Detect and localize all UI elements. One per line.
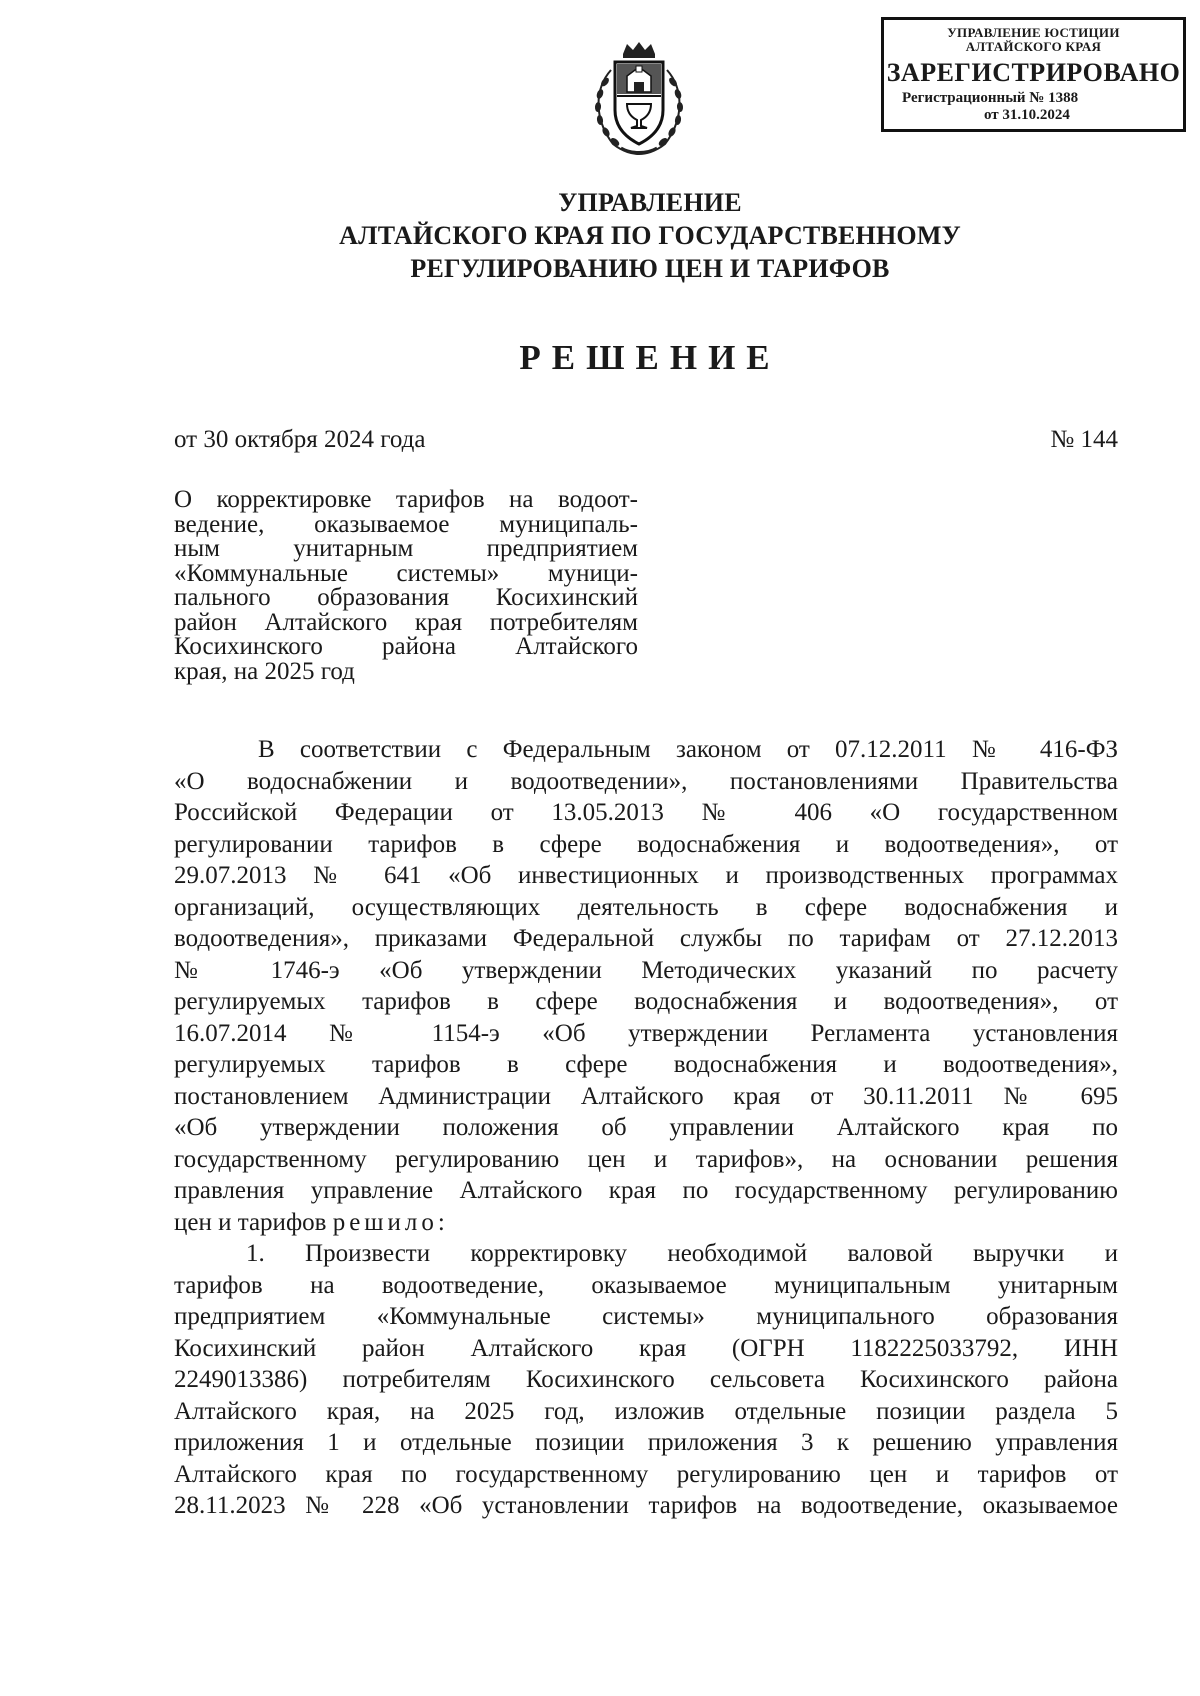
issuing-authority-header bbox=[200, 186, 1100, 285]
body-paragraph-1-line: В соответствии с Федеральным законом от 07.12.2011 № 416-ФЗ bbox=[258, 736, 1118, 763]
document-date: от 30 октября 2024 года bbox=[174, 426, 426, 453]
body-paragraph-1-line: государственному регулированию цен и тарифов», на основании решения bbox=[174, 1145, 1118, 1173]
document-body bbox=[174, 734, 1118, 1522]
body-paragraph-1-line: 29.07.2013 № 641 «Об инвестиционных и производственных программах bbox=[174, 862, 1118, 889]
subject-line: края, на 2025 год bbox=[174, 657, 355, 685]
body-paragraph-2-line: Алтайского края по государственному регулированию цен и тарифов от bbox=[174, 1460, 1118, 1488]
subject-line: пального образования Косихинский bbox=[174, 584, 638, 611]
body-paragraph-1-line: 16.07.2014 № 1154-э «Об утверждении Регламента установления bbox=[174, 1019, 1118, 1047]
document-type-title: РЕШЕНИЕ bbox=[519, 338, 781, 377]
subject-line: район Алтайского края потребителям bbox=[174, 608, 638, 636]
body-paragraph-2-line: 2249013386) потребителям Косихинского сельсовета Косихинского района bbox=[174, 1366, 1118, 1393]
registration-stamp bbox=[881, 17, 1186, 132]
body-paragraph-2-line: Косихинский район Алтайского края (ОГРН 1182225033792, ИНН bbox=[174, 1334, 1118, 1362]
body-paragraph-1-line: «О водоснабжении и водоотведении», постановлениями Правительства bbox=[174, 767, 1118, 795]
body-paragraph-2-line: Алтайского края, на 2025 год, изложив отдельные позиции раздела 5 bbox=[174, 1397, 1118, 1425]
subject-line: О корректировке тарифов на водоот- bbox=[174, 486, 638, 513]
document-number: № 144 bbox=[1050, 426, 1118, 453]
document-subject bbox=[174, 488, 638, 684]
altai-krai-coat-of-arms-icon bbox=[583, 40, 695, 158]
body-paragraph-2-line: приложения 1 и отдельные позиции приложения 3 к решению управления bbox=[174, 1429, 1118, 1456]
body-paragraph-1-line: № 1746-э «Об утверждении Методических указаний по расчету bbox=[174, 956, 1118, 984]
header-line-1: УПРАВЛЕНИЕ bbox=[558, 188, 742, 217]
subject-line: ведение, оказываемое муниципаль- bbox=[174, 510, 638, 538]
body-paragraph-2-line: 28.11.2023 № 228 «Об установлении тарифов на водоотведение, оказываемое bbox=[174, 1492, 1118, 1519]
body-paragraph-1-line: правления управление Алтайского края по государственному регулированию bbox=[174, 1177, 1118, 1204]
stamp-status: ЗАРЕГИСТРИРОВАНО bbox=[886, 58, 1181, 87]
body-paragraph-1-line: «Об утверждении положения об управлении Алтайского края по bbox=[174, 1114, 1118, 1141]
stamp-authority-line2: АЛТАЙСКОГО КРАЯ bbox=[965, 39, 1102, 54]
header-line-3: РЕГУЛИРОВАНИЮ ЦЕН И ТАРИФОВ bbox=[410, 254, 890, 283]
body-paragraph-1-final-line bbox=[174, 1207, 1118, 1239]
body-paragraph-1-line: регулируемых тарифов в сфере водоснабжения и водоотведения», bbox=[174, 1051, 1118, 1078]
stamp-authority-line1: УПРАВЛЕНИЕ ЮСТИЦИИ bbox=[947, 25, 1120, 40]
subject-line: ным унитарным предприятием bbox=[174, 535, 638, 562]
subject-line: Косихинского района Алтайского bbox=[174, 633, 638, 660]
resolution-prefix: цен и тарифов bbox=[174, 1208, 327, 1236]
body-paragraph-2-line: предприятием «Коммунальные системы» муниципального образования bbox=[174, 1303, 1118, 1330]
body-paragraph-1-line: водоотведения», приказами Федеральной службы по тарифам от 27.12.2013 bbox=[174, 925, 1118, 952]
resolution-verb: решило: bbox=[332, 1208, 449, 1236]
body-paragraph-1-line: Российской Федерации от 13.05.2013 № 406 «О государственном bbox=[174, 799, 1118, 826]
body-paragraph-2-line: 1. Произвести корректировку необходимой валовой выручки и bbox=[246, 1240, 1118, 1267]
stamp-reg-date: от 31.10.2024 bbox=[984, 107, 1070, 123]
body-paragraph-1-line: организаций, осуществляющих деятельность в сфере водоснабжения и bbox=[174, 893, 1118, 921]
stamp-reg-number: Регистрационный № 1388 bbox=[902, 90, 1079, 106]
body-paragraph-1-line: постановлением Администрации Алтайского края от 30.11.2011 № 695 bbox=[174, 1082, 1118, 1110]
body-paragraph-1-line: регулируемых тарифов в сфере водоснабжения и водоотведения», от bbox=[174, 988, 1118, 1015]
body-paragraph-2-line: тарифов на водоотведение, оказываемое муниципальным унитарным bbox=[174, 1271, 1118, 1299]
subject-line: «Коммунальные системы» муници- bbox=[174, 559, 638, 587]
header-line-2: АЛТАЙСКОГО КРАЯ ПО ГОСУДАРСТВЕННОМУ bbox=[339, 221, 961, 250]
body-paragraph-1-line: регулировании тарифов в сфере водоснабжения и водоотведения», от bbox=[174, 830, 1118, 858]
